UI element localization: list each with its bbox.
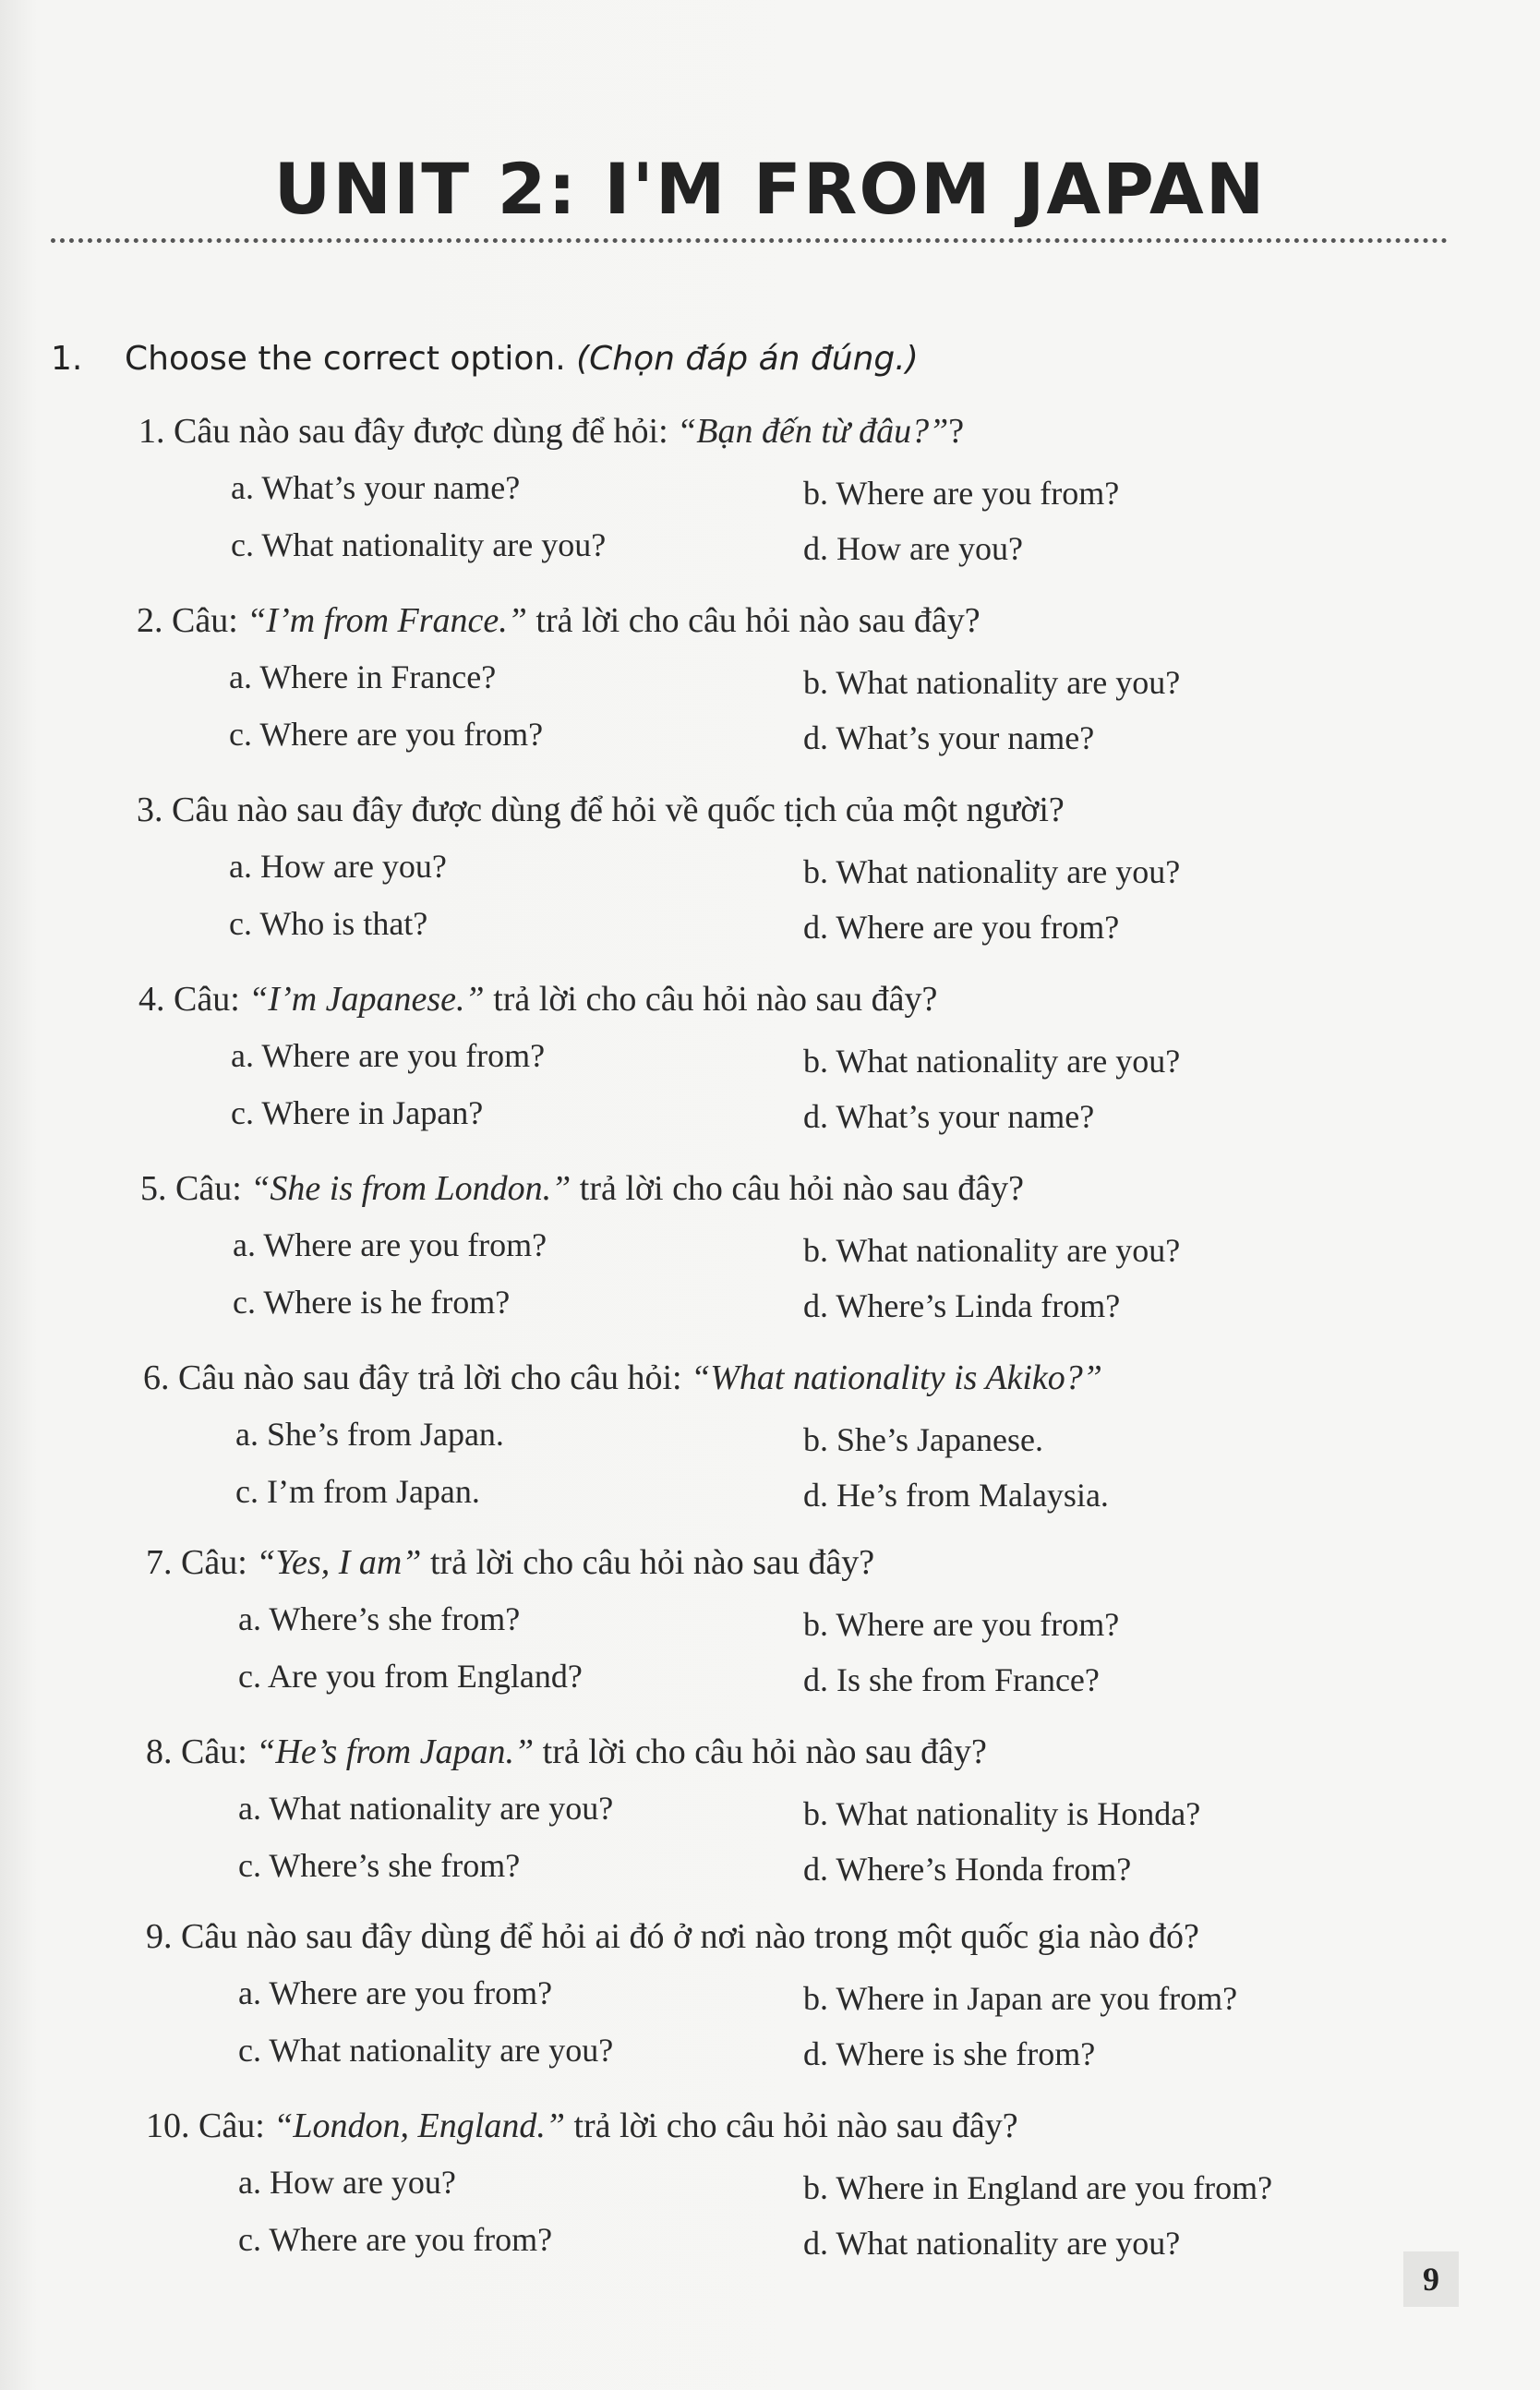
question-number: 4.: [138, 980, 174, 1019]
question-suffix: trả lời cho câu hỏi nào sau đây?: [564, 2106, 1018, 2145]
option-b[interactable]: b. What nationality are you?: [803, 1043, 1181, 1080]
question-prefix: Câu:: [181, 1543, 257, 1582]
option-a[interactable]: a. Where are you from?: [238, 1974, 553, 2011]
question-quote: “I’m from France.”: [247, 601, 527, 640]
question-number: 9.: [146, 1917, 181, 1956]
question-prefix: Câu nào sau đây được dùng để hỏi về quốc tịch của một người?: [172, 791, 1065, 829]
option-c[interactable]: c. I’m from Japan.: [235, 1473, 480, 1510]
question-quote: “She is from London.”: [250, 1169, 571, 1208]
question-number: 6.: [143, 1358, 178, 1397]
option-b[interactable]: b. Where in Japan are you from?: [803, 1980, 1238, 2017]
option-a[interactable]: a. How are you?: [229, 848, 447, 885]
question-text: [146, 1732, 987, 1772]
option-d[interactable]: d. How are you?: [803, 530, 1023, 567]
option-d[interactable]: d. Is she from France?: [803, 1661, 1100, 1698]
option-d[interactable]: d. What’s your name?: [803, 1098, 1095, 1135]
section-instruction: Choose the correct option.: [125, 340, 566, 378]
option-d[interactable]: d. Where’s Linda from?: [803, 1287, 1121, 1324]
option-a[interactable]: a. She’s from Japan.: [235, 1416, 504, 1453]
option-d[interactable]: d. Where’s Honda from?: [803, 1851, 1132, 1888]
option-d[interactable]: d. Where are you from?: [803, 909, 1120, 946]
question-suffix: trả lời cho câu hỏi nào sau đây?: [534, 1732, 987, 1771]
question-suffix: trả lời cho câu hỏi nào sau đây?: [484, 980, 938, 1019]
question-prefix: Câu:: [174, 980, 249, 1019]
question-suffix: trả lời cho câu hỏi nào sau đây?: [571, 1169, 1024, 1208]
section-instruction-vi: (Chọn đáp án đúng.): [576, 340, 919, 378]
question-text: [146, 1916, 1199, 1957]
option-d[interactable]: d. What nationality are you?: [803, 2225, 1181, 2262]
option-c[interactable]: c. What nationality are you?: [238, 2032, 614, 2069]
option-b[interactable]: b. Where in England are you from?: [803, 2169, 1273, 2206]
option-a[interactable]: a. What nationality are you?: [238, 1790, 614, 1827]
question-text: [137, 790, 1065, 830]
option-d[interactable]: d. What’s your name?: [803, 719, 1095, 756]
question-text: [138, 411, 964, 452]
option-b[interactable]: b. Where are you from?: [803, 1606, 1120, 1643]
option-c[interactable]: c. What nationality are you?: [231, 526, 607, 563]
option-c[interactable]: c. Where’s she from?: [238, 1847, 521, 1884]
question-number: 10.: [146, 2106, 199, 2145]
dotted-divider: [51, 238, 1448, 243]
option-a[interactable]: a. What’s your name?: [231, 469, 521, 506]
option-b[interactable]: b. What nationality are you?: [803, 853, 1181, 890]
question-quote: “Bạn đến từ đâu?”: [677, 412, 949, 451]
option-b[interactable]: b. What nationality is Honda?: [803, 1795, 1201, 1832]
question-prefix: Câu nào sau đây dùng để hỏi ai đó ở nơi nào trong một quốc gia nào đó?: [181, 1917, 1199, 1956]
option-d[interactable]: d. He’s from Malaysia.: [803, 1477, 1109, 1514]
option-b[interactable]: b. What nationality are you?: [803, 664, 1181, 701]
question-number: 5.: [140, 1169, 175, 1208]
question-prefix: Câu:: [175, 1169, 251, 1208]
question-suffix: ?: [948, 412, 965, 451]
question-quote: “Yes, I am”: [256, 1543, 422, 1582]
option-a[interactable]: a. Where are you from?: [233, 1226, 547, 1263]
option-c[interactable]: c. Where in Japan?: [231, 1094, 484, 1131]
question-text: [146, 1542, 874, 1583]
option-c[interactable]: c. Where is he from?: [233, 1284, 511, 1321]
page-number: 9: [1403, 2251, 1459, 2307]
section-number: 1.: [51, 340, 83, 378]
question-prefix: Câu:: [199, 2106, 274, 2145]
option-c[interactable]: c. Where are you from?: [238, 2221, 553, 2258]
option-d[interactable]: d. Where is she from?: [803, 2035, 1096, 2072]
option-c[interactable]: c. Where are you from?: [229, 716, 544, 753]
option-b[interactable]: b. She’s Japanese.: [803, 1421, 1043, 1458]
question-text: [140, 1168, 1024, 1209]
question-text: [138, 979, 937, 1020]
question-prefix: Câu:: [181, 1732, 257, 1771]
question-text: [137, 600, 981, 641]
question-quote: “What nationality is Akiko?”: [691, 1358, 1102, 1397]
section-heading: [51, 340, 919, 378]
question-number: 8.: [146, 1732, 181, 1771]
question-number: 2.: [137, 601, 172, 640]
question-prefix: Câu nào sau đây trả lời cho câu hỏi:: [178, 1358, 692, 1397]
option-a[interactable]: a. Where are you from?: [231, 1037, 546, 1074]
unit-title: UNIT 2: I'M FROM JAPAN: [273, 148, 1267, 230]
question-quote: “London, England.”: [273, 2106, 565, 2145]
option-b[interactable]: b. Where are you from?: [803, 475, 1120, 512]
option-c[interactable]: c. Who is that?: [229, 905, 428, 942]
question-suffix: trả lời cho câu hỏi nào sau đây?: [421, 1543, 875, 1582]
question-quote: “I’m Japanese.”: [248, 980, 485, 1019]
option-c[interactable]: c. Are you from England?: [238, 1658, 583, 1695]
question-text: [146, 2106, 1018, 2146]
option-a[interactable]: a. Where in France?: [229, 658, 497, 695]
option-b[interactable]: b. What nationality are you?: [803, 1232, 1181, 1269]
question-quote: “He’s from Japan.”: [256, 1732, 535, 1771]
option-a[interactable]: a. Where’s she from?: [238, 1600, 521, 1637]
question-prefix: Câu nào sau đây được dùng để hỏi:: [174, 412, 678, 451]
question-number: 3.: [137, 791, 172, 829]
question-text: [143, 1358, 1102, 1398]
question-prefix: Câu:: [172, 601, 247, 640]
question-number: 1.: [138, 412, 174, 451]
question-number: 7.: [146, 1543, 181, 1582]
question-suffix: trả lời cho câu hỏi nào sau đây?: [526, 601, 981, 640]
option-a[interactable]: a. How are you?: [238, 2164, 456, 2201]
